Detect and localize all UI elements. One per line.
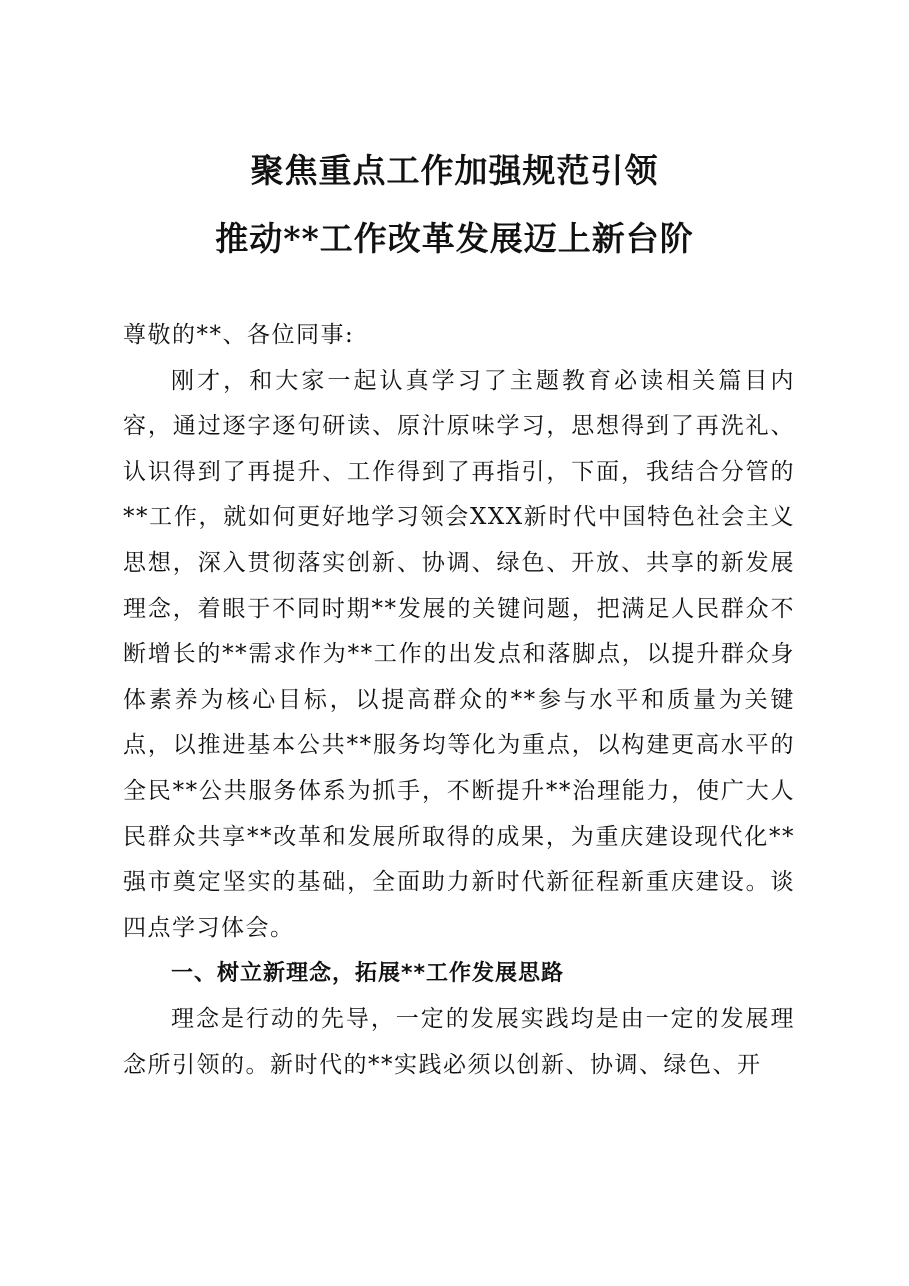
salutation: 尊敬的**、各位同事: <box>123 322 355 348</box>
paragraph-1: 刚才，和大家一起认真学习了主题教育必读相关篇目内容，通过逐字逐句研读、原汁原味学习，思想得到了再洗礼、认识得到了再提升、工作得到了再指引，下面，我结合分管的**工作，就如何更好地学习领会XXX新时代中国特色社会主义思想，深入贯彻落实创新、协调、绿色、开放、共享的新发展理念，着眼于不同时期**发展的关键问题，把满足人民群众不断增长的**需求作为**工作的出发点和落脚点，以提升群众身体素养为核心目标，以提高群众的**参与水平和质量为关键点，以推进基本公共**服务均等化为重点，以构建更高水平的全民**公共服务体系为抓手，不断提升**治理能力，使广大人民群众共享**改革和发展所取得的成果，为重庆建设现代化**强市奠定坚实的基础，全面助力新时代新征程新重庆建设。谈四点学习体会。 <box>123 367 795 941</box>
section-heading-1: 一、树立新理念，拓展**工作发展思路 <box>171 961 565 987</box>
document-body <box>123 313 795 1088</box>
title-line-1: 聚焦重点工作加强规范引领 <box>250 151 659 190</box>
paragraph-2: 理念是行动的先导，一定的发展实践均是由一定的发展理念所引领的。新时代的**实践必须以创新、协调、绿色、开 <box>123 1005 795 1078</box>
title-line-2: 推动**工作改革发展迈上新台阶 <box>215 219 694 258</box>
document-title <box>0 153 909 257</box>
